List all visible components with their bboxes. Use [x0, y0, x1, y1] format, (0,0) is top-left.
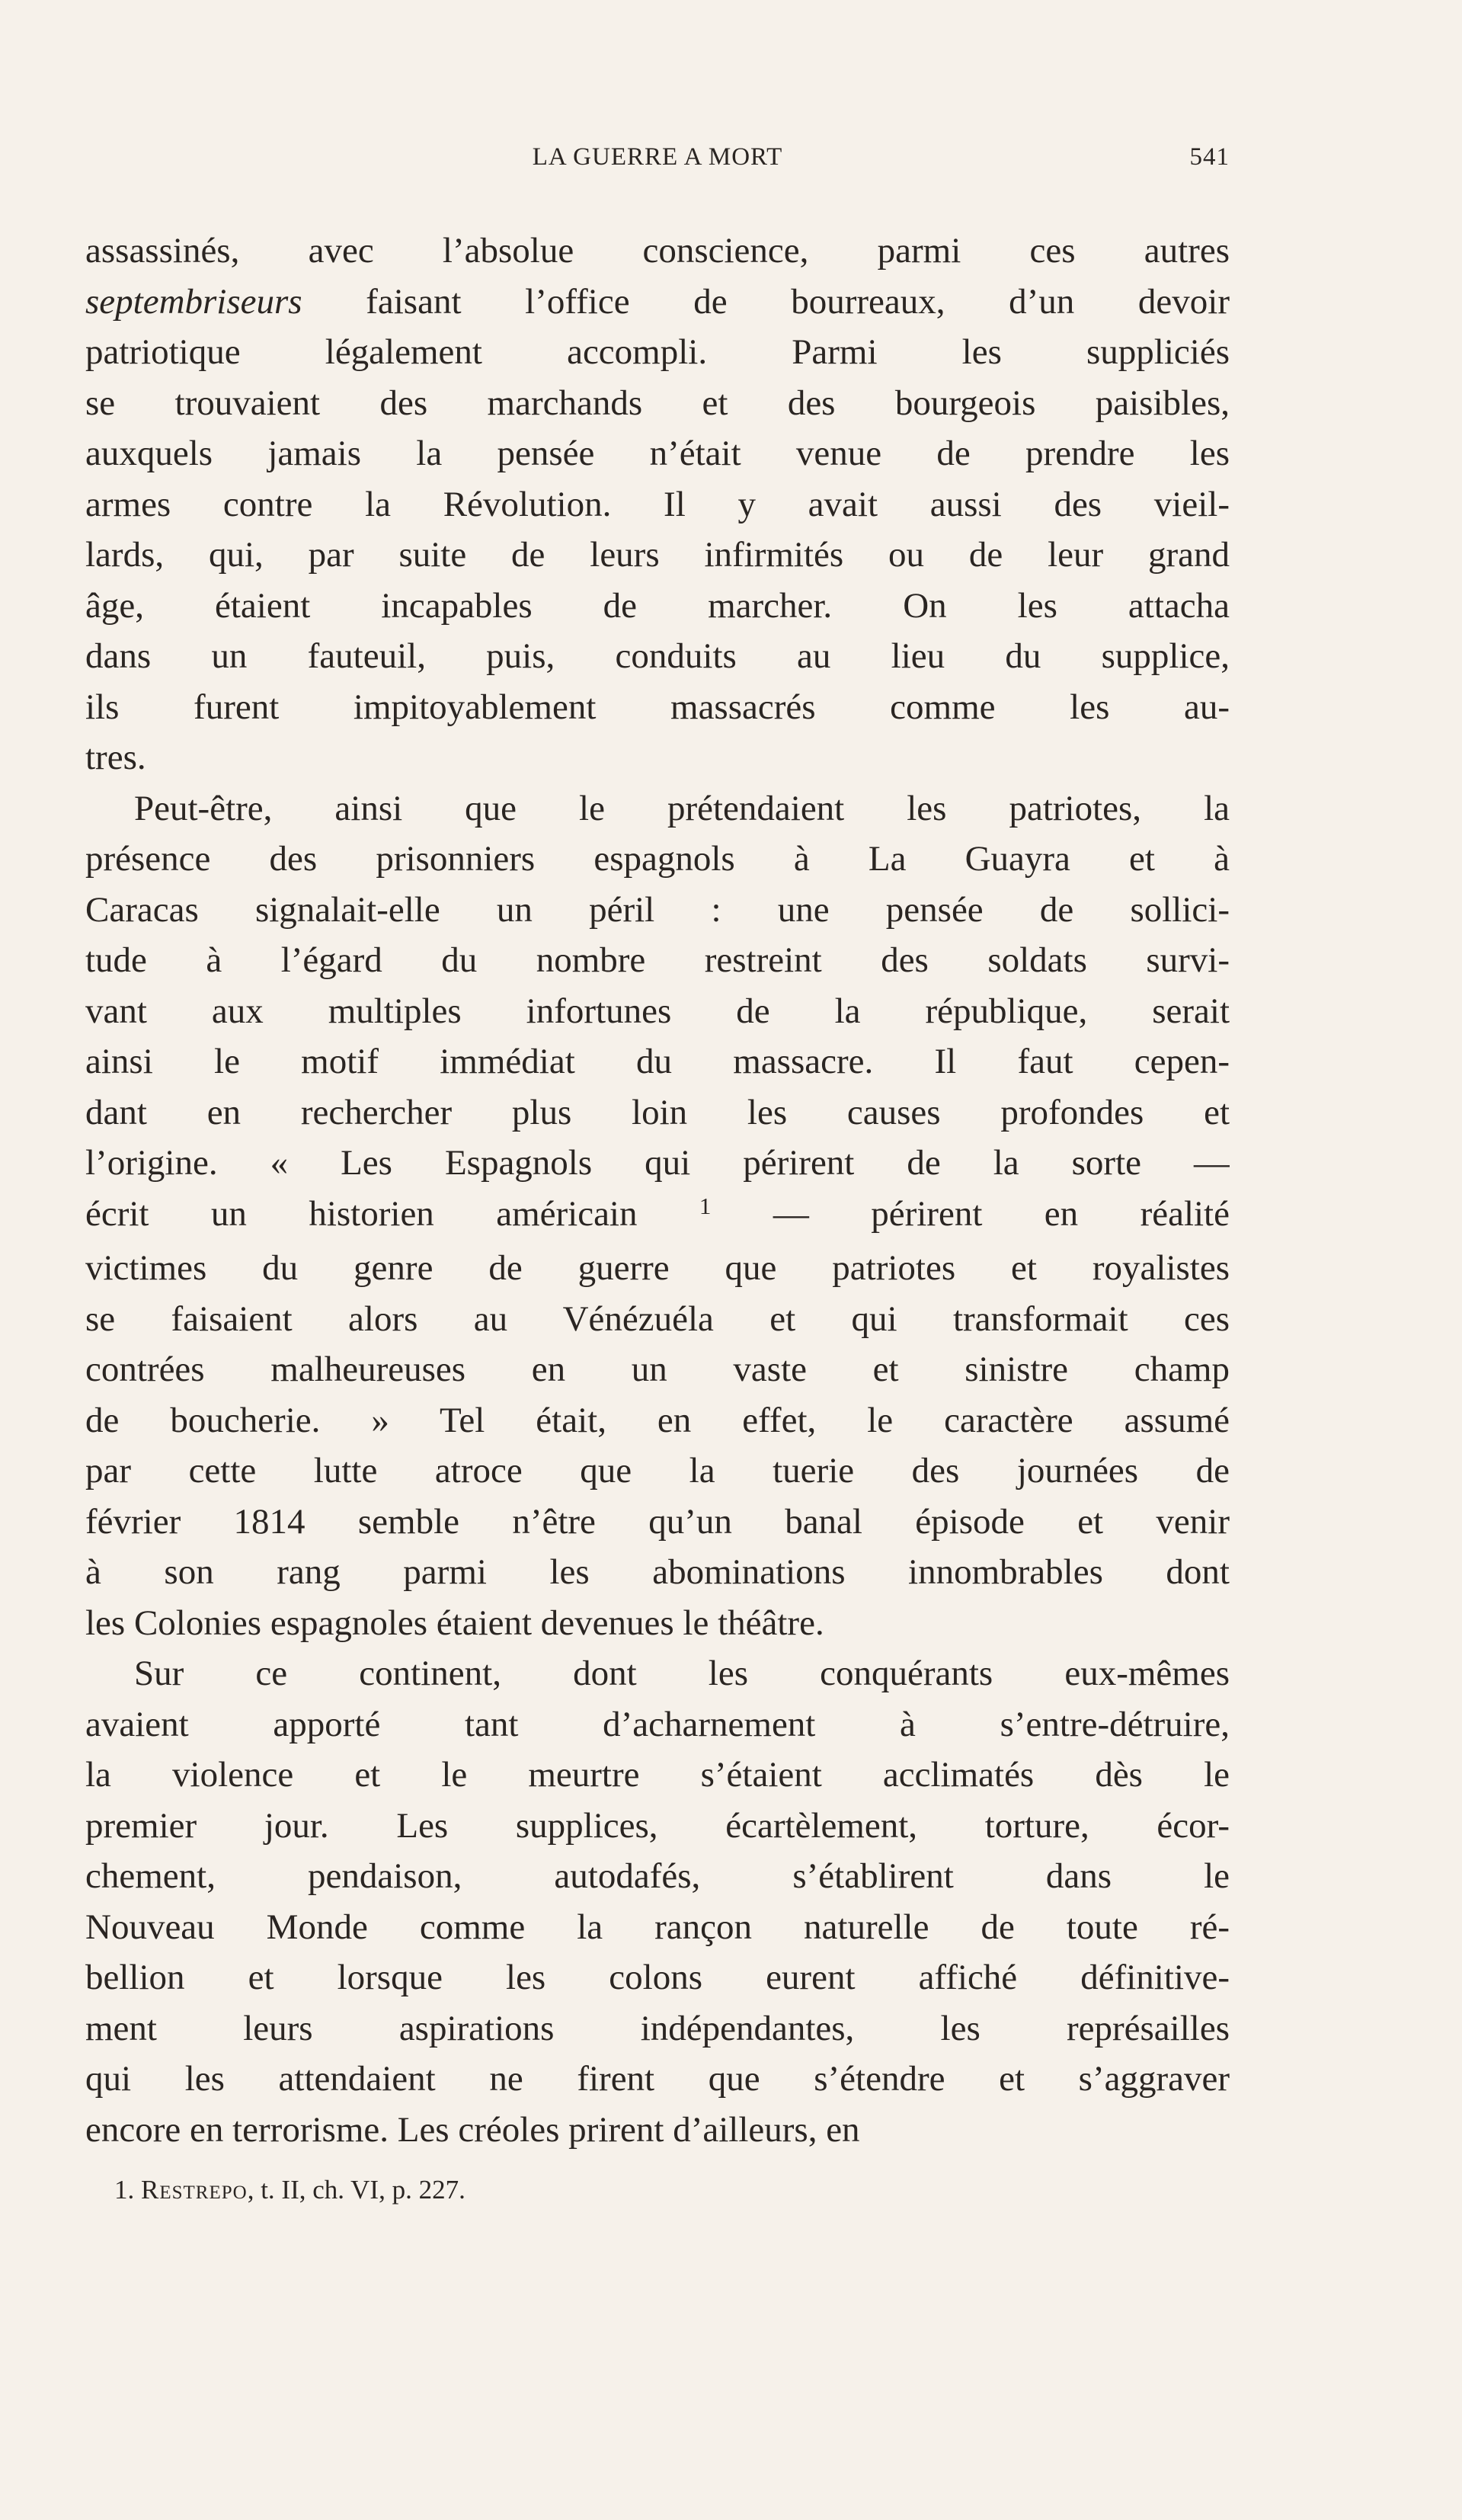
text-line: armes contre la Révolution. Il y avait aussi des vieil-	[85, 484, 1230, 524]
text-line: présence des prisonniers espagnols à La Guayra et à	[85, 839, 1230, 879]
paragraph	[85, 226, 1230, 783]
text-line: tres.	[85, 738, 146, 777]
text-line: encore en terrorisme. Les créoles prirent d’ailleurs, en	[85, 2109, 860, 2150]
footnote-author: Restrepo	[141, 2175, 248, 2205]
text-line: avaient apporté tant d’acharnement à s’entre-détruire,	[85, 1704, 1230, 1744]
line-before-ref: écrit un historien américain	[85, 1193, 699, 1234]
text-line: l’origine. « Les Espagnols qui périrent de la sorte —	[85, 1143, 1230, 1183]
text-line: se faisaient alors au Vénézuéla et qui transformait ces	[85, 1298, 1230, 1339]
text-line: ils furent impitoyablement massacrés comme les au-	[85, 687, 1230, 727]
text-line: contrées malheureuses en un vaste et sinistre champ	[85, 1350, 1230, 1389]
paragraph	[85, 783, 1230, 1649]
body-text	[85, 226, 1230, 2155]
text-line: assassinés, avec l’absolue conscience, parmi ces autres	[85, 231, 1230, 271]
text-line: se trouvaient des marchands et des bourgeois paisibles,	[85, 383, 1230, 423]
running-head	[85, 143, 1230, 183]
text-line: chement, pendaison, autodafés, s’établirent dans le	[85, 1856, 1230, 1896]
footnote	[114, 2172, 1227, 2208]
running-title: LA GUERRE A MORT	[532, 143, 783, 171]
text-line: auxquels jamais la pensée n’était venue de prendre les	[85, 434, 1230, 473]
text-line: premier jour. Les supplices, écartèlement, torture, écor-	[85, 1805, 1230, 1846]
text-line: Nouveau Monde comme la rançon naturelle de toute ré-	[85, 1907, 1230, 1947]
text-line: qui les attendaient ne firent que s’étendre et s’aggraver	[85, 2059, 1230, 2099]
text-line: bellion et lorsque les colons eurent affiché définitive-	[85, 1958, 1230, 1997]
text-line: dans un fauteuil, puis, conduits au lieu du supplice,	[85, 636, 1230, 676]
line-after-ref: — périrent en réalité	[711, 1193, 1230, 1234]
text-line: ment leurs aspirations indépendantes, les représailles	[85, 2008, 1230, 2048]
text-line: Sur ce continent, dont les conquérants eux-mêmes	[134, 1654, 1230, 1693]
text-line: les Colonies espagnoles étaient devenues le théâtre.	[85, 1603, 824, 1643]
text-line	[85, 1189, 1230, 1244]
text-line: vant aux multiples infortunes de la république, serait	[85, 991, 1230, 1031]
text-line: par cette lutte atroce que la tuerie des journées de	[85, 1451, 1230, 1491]
text-line: la violence et le meurtre s’étaient acclimatés dès le	[85, 1755, 1230, 1795]
text-line: âge, étaient incapables de marcher. On les attacha	[85, 585, 1230, 626]
text-line: Peut-être, ainsi que le prétendaient les patriotes, la	[134, 788, 1230, 828]
text-line: patriotique légalement accompli. Parmi les suppliciés	[85, 332, 1230, 372]
text-line: ainsi le motif immédiat du massacre. Il faut cepen-	[85, 1042, 1230, 1081]
text-line: Caracas signalait-elle un péril : une pensée de sollici-	[85, 889, 1230, 930]
italic-term: septembriseurs	[85, 281, 302, 322]
line-rest: faisant l’office de bourreaux, d’un devoir	[302, 281, 1230, 322]
text-line: lards, qui, par suite de leurs infirmités ou de leur grand	[85, 535, 1230, 575]
text-line: dant en rechercher plus loin les causes profondes et	[85, 1092, 1230, 1132]
text-line: victimes du genre de guerre que patriotes et royalistes	[85, 1248, 1230, 1288]
text-line	[85, 277, 1230, 328]
footnote-reference: , t. II, ch. VI, p. 227.	[247, 2175, 465, 2205]
page-number: 541	[1189, 143, 1230, 171]
text-line: février 1814 semble n’être qu’un banal épisode et venir	[85, 1501, 1230, 1542]
footnote-number: 1.	[114, 2175, 135, 2205]
footnote-reference-mark: 1	[699, 1192, 712, 1219]
text-line: tude à l’égard du nombre restreint des soldats survi-	[85, 940, 1230, 980]
paragraph	[85, 1648, 1230, 2155]
text-line: à son rang parmi les abominations innombrables dont	[85, 1552, 1230, 1592]
text-line: de boucherie. » Tel était, en effet, le caractère assumé	[85, 1400, 1230, 1440]
